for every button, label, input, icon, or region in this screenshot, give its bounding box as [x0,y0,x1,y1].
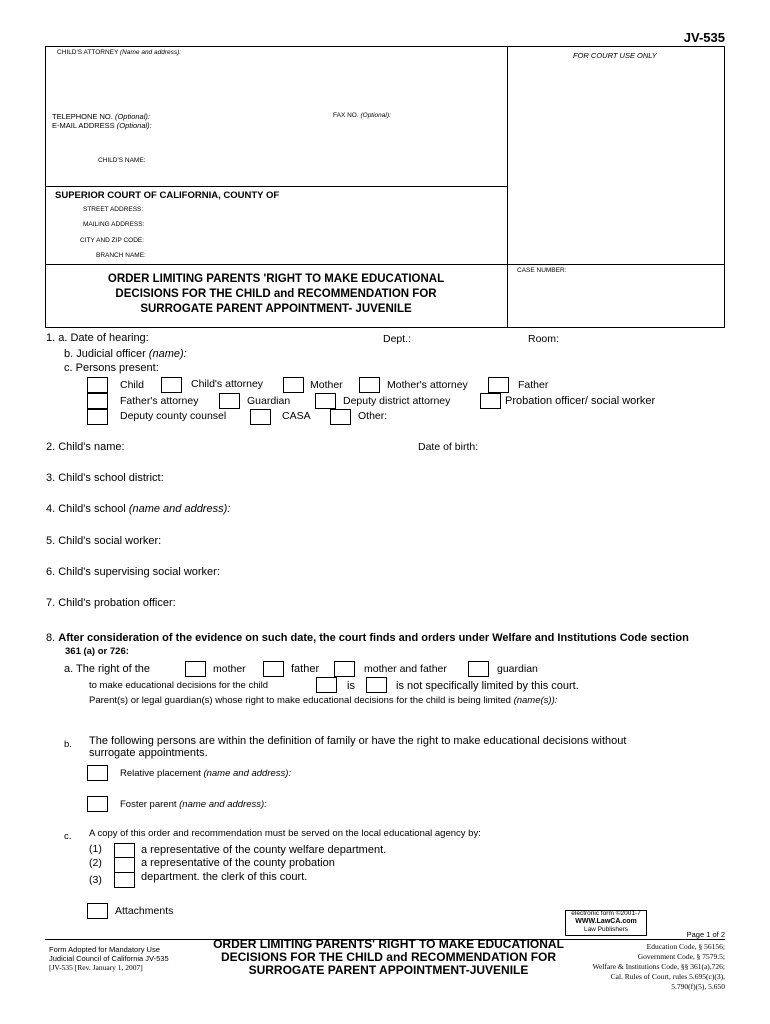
mother-label: Mother [310,379,343,391]
form-number: JV-535 [683,30,725,45]
divider-court [45,186,507,187]
item8b-text: The following persons are within the definition of family or have the right to make educational decisions without surrogate appointments. [89,735,627,759]
probation-checkbox[interactable] [480,393,501,409]
relative-placement-checkbox[interactable] [87,765,108,781]
is-not-checkbox[interactable] [366,677,387,693]
mother-and-father-checkbox[interactable] [334,661,355,677]
case-number-label: CASE NUMBER: [517,267,567,274]
item8c-text: A copy of this order and recommendation must be served on the local educational agency by: [89,828,481,839]
c1-number: (1) [89,843,102,855]
fax-label: FAX NO. (Optional): [333,112,391,119]
c3-number: (3) [89,874,102,886]
email-label: E-MAIL ADDRESS (Optional): [52,121,152,130]
probation-rep-label: a representative of the county probation [141,857,335,869]
father-label: Father [518,379,549,391]
adoption-note: Form Adopted for Mandatory Use Judicial Council of California JV-535 [JV-535 [Rev. January 1, 2007] [49,945,169,972]
guardian-right-label: guardian [497,663,538,675]
fathers-attorney-checkbox[interactable] [87,393,108,409]
page-number: Page 1 of 2 [686,930,725,939]
other-checkbox[interactable] [330,409,351,425]
attachments-checkbox[interactable] [87,903,108,919]
foster-parent-checkbox[interactable] [87,796,108,812]
judicial-officer-label: b. Judicial officer (name): [64,348,187,360]
telephone-label: TELEPHONE NO. (Optional): [52,112,150,121]
c2-number: (2) [89,857,102,869]
casa-label: CASA [282,410,311,422]
guardian-right-checkbox[interactable] [468,661,489,677]
attachments-label: Attachments [115,905,174,917]
childs-name-item: 2. Child's name: [46,441,125,453]
attorney-label: CHILD'S ATTORNEY (Name and address): [57,49,182,56]
probation-label: Probation officer/ social worker [505,395,656,407]
code-references: Education Code, § 56156; Government Code, § 7579.5; Welfare & Institutions Code, §§ 361(a),726; Cal. Rules of Court, rules 5.695(c)(3), 5.790(f)(5), 5.650 [592,942,725,991]
court-use-label: FOR COURT USE ONLY [573,51,657,60]
relative-placement-label: Relative placement (name and address): [120,768,292,779]
is-checkbox[interactable] [316,677,337,693]
to-make-label: to make educational decisions for the child [89,680,269,691]
mother-and-father-label: mother and father [364,663,447,675]
guardian-label: Guardian [247,395,291,407]
item8-heading: 8. After consideration of the evidence on such date, the court finds and orders under Welfare and Institutions Code section [46,632,689,644]
probation-officer-item: 7. Child's probation officer: [46,597,176,609]
item8c-label: c. [64,831,72,842]
city-label: CITY AND ZIP CODE: [80,237,145,244]
deputy-district-checkbox[interactable] [315,393,336,409]
social-worker-item: 5. Child's social worker: [46,535,162,547]
mother-checkbox[interactable] [283,377,304,393]
mothers-attorney-label: Mother's attorney [387,379,468,391]
school-district-item: 3. Child's school district: [46,472,164,484]
fathers-attorney-label: Father's attorney [120,395,199,407]
supervising-worker-item: 6. Child's supervising social worker: [46,566,220,578]
divider-title [45,264,725,265]
childs-attorney-checkbox[interactable] [161,377,182,393]
mothers-attorney-checkbox[interactable] [359,377,380,393]
welfare-label: a representative of the county welfare department. [141,844,387,856]
hearing-date-label: 1. a. Date of hearing: [46,332,149,344]
guardian-checkbox[interactable] [219,393,240,409]
branch-label: BRANCH NAME: [96,252,146,259]
childs-attorney-label: Child's attorney [191,378,264,390]
dept-label: Dept.: [383,333,412,345]
is-label: is [347,680,355,692]
father-right-checkbox[interactable] [263,661,284,677]
page-title: ORDER LIMITING PARENTS 'RIGHT TO MAKE EDUCATIONAL DECISIONS FOR THE CHILD and RECOMMENDATION FOR SURROGATE PARENT APPOINTMENT- JUVENILE [107,273,445,315]
probation-rep-checkbox[interactable] [114,857,135,873]
item8b-label: b. [64,739,72,750]
court-use-divider [507,46,508,328]
room-label: Room: [528,333,559,345]
deputy-district-label: Deputy district attorney [343,395,451,407]
mother-right-checkbox[interactable] [185,661,206,677]
dob-label: Date of birth: [418,441,479,453]
father-checkbox[interactable] [488,377,509,393]
child-label: Child [120,379,144,391]
item8-heading-2: 361 (a) or 726: [65,646,129,657]
mailing-label: MAILING ADDRESS: [83,221,145,228]
school-item: 4. Child's school (name and address): [46,503,231,515]
limited-label: Parent(s) or legal guardian(s) whose right to make educational decisions for the child is being limited (name(s)): [89,695,558,706]
father-right-label: father [291,663,320,675]
is-not-label: is not specifically limited by this court. [396,680,579,692]
foster-parent-label: Foster parent (name and address): [120,799,267,810]
child-checkbox[interactable] [87,377,108,393]
persons-present-label: c. Persons present: [64,362,159,374]
childs-name-label: CHILD'S NAME: [98,157,146,164]
right-of-label: a. The right of the [64,663,151,675]
footer-title: ORDER LIMITING PARENTS' RIGHT TO MAKE EDUCATIONAL DECISIONS FOR THE CHILD and RECOMMENDATION FOR SURROGATE PARENT APPOINTMENT-JUVENILE [213,937,564,977]
publisher-text: electronic form ©2001-7 WWW.LawCA.com Law Publishers [571,910,641,933]
street-label: STREET ADDRESS: [83,206,144,213]
mother-right-label: mother [213,663,246,675]
other-label: Other: [358,410,388,422]
deputy-county-checkbox[interactable] [87,409,108,425]
casa-checkbox[interactable] [250,409,271,425]
clerk-checkbox[interactable] [114,872,135,888]
clerk-label: department. the clerk of this court. [141,871,308,883]
court-name: SUPERIOR COURT OF CALIFORNIA, COUNTY OF [55,190,280,201]
deputy-county-label: Deputy county counsel [120,410,227,422]
